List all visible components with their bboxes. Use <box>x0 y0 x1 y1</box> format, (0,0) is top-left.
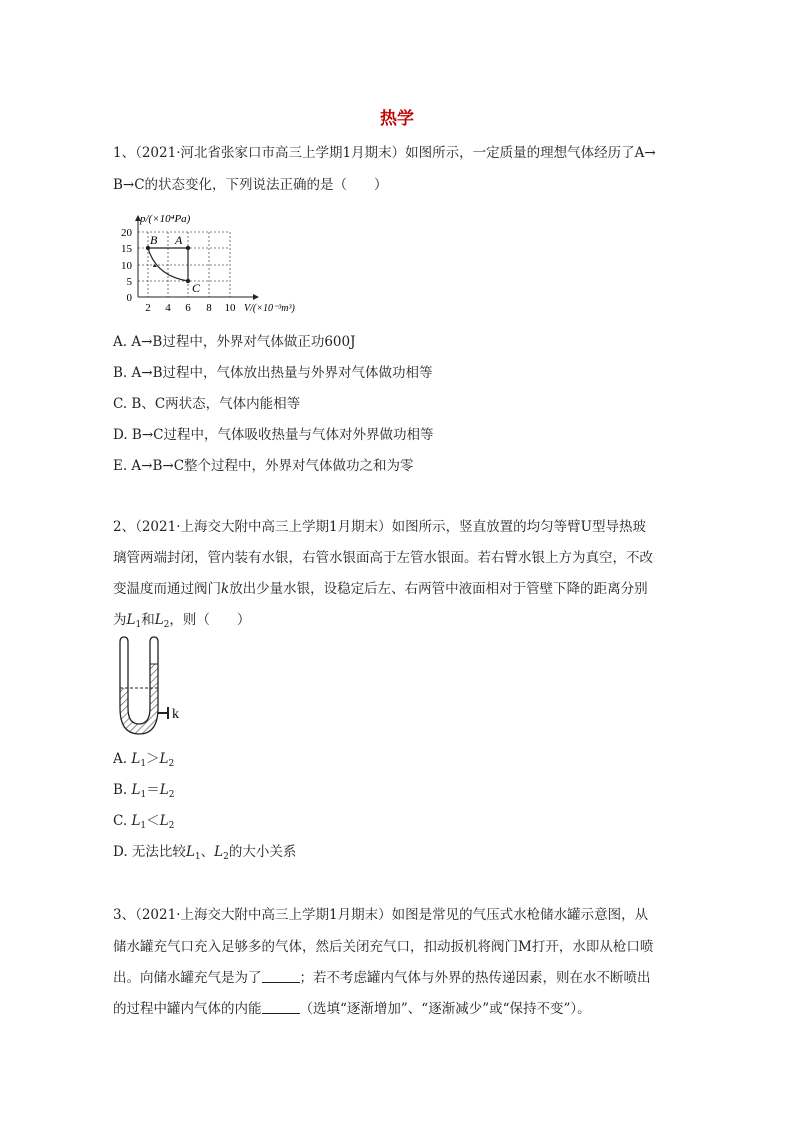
q2-stem-line4: 为$L_1$和$L_2$，则（ ） <box>113 612 251 630</box>
q1-ytick: 5 <box>126 276 132 288</box>
q1-xtick: 2 <box>145 302 151 314</box>
q1-xtick: 4 <box>165 302 171 314</box>
q1-y-axis-label: p/(×10⁴Pa) <box>140 213 191 225</box>
q3-answer-blank-1[interactable] <box>262 970 300 983</box>
q2-stem-line2: 璃管两端封闭，管内装有水银，右管水银面高于左管水银面。若右臂水银上方为真空，不改 <box>113 550 653 566</box>
q2-valve-label: k <box>172 707 179 722</box>
q3-answer-blank-2[interactable] <box>262 1001 300 1014</box>
q3-stem-line4: 的过程中罐内气体的内能 （选填“逐渐增加”、“逐渐减少”或“保持不变”）。 <box>113 1001 591 1017</box>
q1-option-d: D. B→C过程中，气体吸收热量与气体对外界做功相等 <box>113 427 434 443</box>
q1-ytick: 10 <box>121 260 132 272</box>
q2-option-b: B. $L_1=L_2$ <box>113 782 175 800</box>
q1-stem-line1: 1、（2021·河北省张家口市高三上学期1月期末）如图所示，一定质量的理想气体经历了A→ <box>113 145 656 161</box>
q2-option-c: C. $L_1<L_2$ <box>113 813 175 831</box>
q1-ytick: 0 <box>126 292 132 304</box>
q1-ytick: 20 <box>121 227 132 239</box>
q2-option-d: D. 无法比较$L_1$、$L_2$的大小关系 <box>113 844 297 862</box>
q1-stem-line2: B→C的状态变化，下列说法正确的是（ ） <box>113 177 388 193</box>
q1-pv-diagram <box>110 208 320 320</box>
q1-x-axis-label: V/(×10⁻³m³) <box>244 303 295 314</box>
q1-ytick: 15 <box>121 243 132 255</box>
q3-stem-line3: 出。向储水罐充气是为了 ；若不考虑罐内气体与外界的热传递因素，则在水不断喷出 <box>113 970 651 986</box>
q1-option-c: C. B、C两状态，气体内能相等 <box>113 396 301 412</box>
q1-point-a <box>186 246 190 250</box>
q1-label-c: C <box>192 281 201 295</box>
q1-point-c <box>186 279 190 283</box>
q3-stem-line1: 3、（2021·上海交大附中高三上学期1月期末）如图是常见的气压式水枪储水罐示意图，从 <box>113 907 649 923</box>
page-title: 热学 <box>380 109 414 129</box>
q2-stem-line1: 2、（2021·上海交大附中高三上学期1月期末）如图所示，竖直放置的均匀等臂U型导热玻 <box>113 519 646 535</box>
q1-xtick: 10 <box>224 302 236 314</box>
q1-label-b: B <box>150 233 158 247</box>
q1-option-e: E. A→B→C整个过程中，外界对气体做功之和为零 <box>113 458 414 474</box>
q1-xtick: 8 <box>206 302 212 314</box>
q1-option-b: B. A→B过程中，气体放出热量与外界对气体做功相等 <box>113 365 433 381</box>
q3-stem-line2: 储水罐充气口充入足够多的气体，然后关闭充气口，扣动扳机将阀门M打开，水即从枪口喷 <box>113 939 654 955</box>
q2-u-tube-diagram <box>112 636 197 738</box>
q2-option-a: A. $L_1>L_2$ <box>113 751 175 769</box>
q1-label-a: A <box>175 233 183 247</box>
q1-option-a: A. A→B过程中，外界对气体做正功600J <box>113 334 356 350</box>
q1-xtick: 6 <box>185 302 191 314</box>
q2-stem-line3: 变温度而通过阀门k放出少量水银，设稳定后左、右两管中液面相对于管壁下降的距离分别 <box>113 581 648 597</box>
